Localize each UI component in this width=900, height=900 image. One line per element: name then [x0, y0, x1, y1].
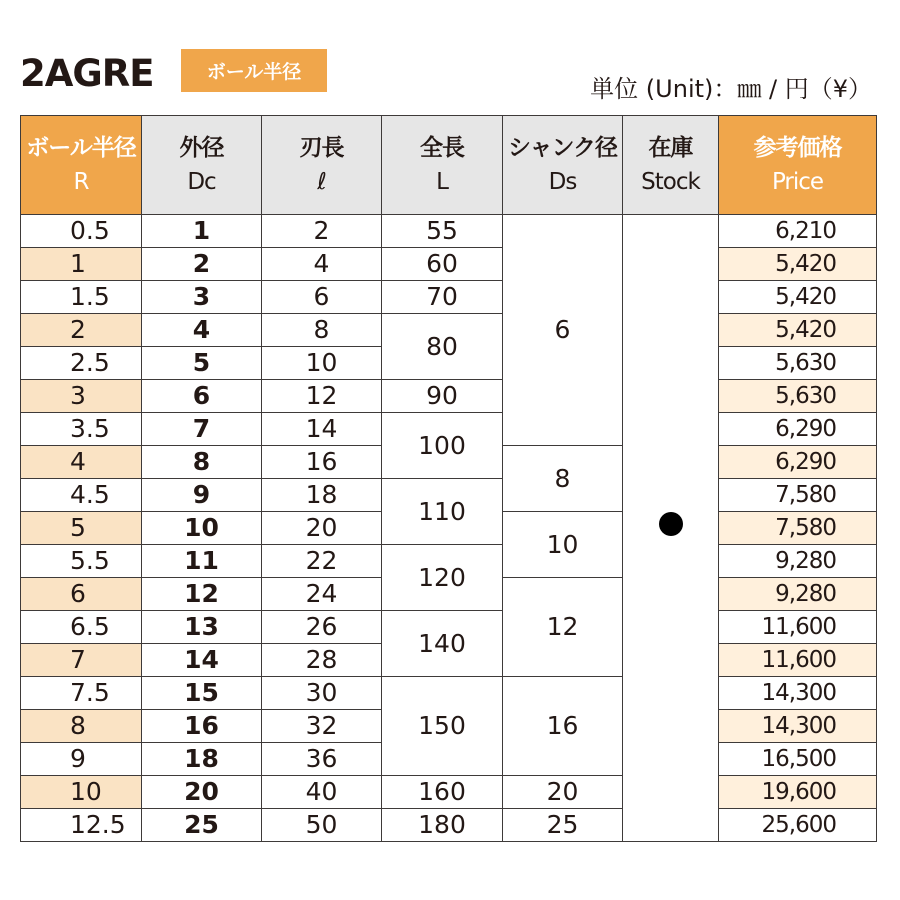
cell-price: 7,580	[719, 479, 877, 512]
cell-flute-length: 2	[262, 215, 382, 248]
table-row	[21, 380, 877, 413]
cell-radius: 4.5	[21, 479, 142, 512]
cell-overall-length: 160	[382, 776, 503, 809]
cell-diameter: 16	[142, 710, 262, 743]
cell-radius: 2	[21, 314, 142, 347]
table-row	[21, 248, 877, 281]
cell-radius: 3	[21, 380, 142, 413]
table-row	[21, 479, 877, 512]
cell-price: 6,290	[719, 446, 877, 479]
cell-radius: 7.5	[21, 677, 142, 710]
cell-radius: 12.5	[21, 809, 142, 842]
cell-diameter: 13	[142, 611, 262, 644]
cell-radius: 3.5	[21, 413, 142, 446]
cell-overall-length: 90	[382, 380, 503, 413]
cell-shank: 16	[503, 677, 623, 776]
cell-flute-length: 40	[262, 776, 382, 809]
cell-overall-length: 100	[382, 413, 503, 479]
cell-flute-length: 26	[262, 611, 382, 644]
cell-price: 6,290	[719, 413, 877, 446]
header-shank-diameter: シャンク径 Ds	[503, 116, 623, 215]
cell-radius: 10	[21, 776, 142, 809]
cell-shank: 20	[503, 776, 623, 809]
spec-table	[20, 115, 877, 842]
cell-price: 11,600	[719, 644, 877, 677]
cell-radius: 6.5	[21, 611, 142, 644]
cell-diameter: 3	[142, 281, 262, 314]
table-row	[21, 677, 877, 710]
cell-diameter: 5	[142, 347, 262, 380]
table-row	[21, 809, 877, 842]
cell-price: 19,600	[719, 776, 877, 809]
cell-flute-length: 30	[262, 677, 382, 710]
cell-price: 5,630	[719, 347, 877, 380]
cell-overall-length: 140	[382, 611, 503, 677]
cell-overall-length: 70	[382, 281, 503, 314]
cell-price: 9,280	[719, 545, 877, 578]
cell-overall-length: 55	[382, 215, 503, 248]
cell-flute-length: 32	[262, 710, 382, 743]
cell-radius: 0.5	[21, 215, 142, 248]
cell-diameter: 8	[142, 446, 262, 479]
cell-price: 5,420	[719, 248, 877, 281]
cell-price: 5,420	[719, 314, 877, 347]
cell-flute-length: 8	[262, 314, 382, 347]
product-title: 2AGRE	[20, 52, 154, 95]
cell-radius: 6	[21, 578, 142, 611]
cell-shank: 25	[503, 809, 623, 842]
cell-diameter: 14	[142, 644, 262, 677]
cell-overall-length: 150	[382, 677, 503, 776]
cell-overall-length: 80	[382, 314, 503, 380]
cell-flute-length: 36	[262, 743, 382, 776]
cell-flute-length: 10	[262, 347, 382, 380]
cell-shank: 6	[503, 215, 623, 446]
cell-flute-length: 28	[262, 644, 382, 677]
cell-overall-length: 120	[382, 545, 503, 611]
cell-stock	[623, 215, 719, 842]
cell-price: 14,300	[719, 677, 877, 710]
cell-diameter: 4	[142, 314, 262, 347]
cell-diameter: 10	[142, 512, 262, 545]
table-row	[21, 611, 877, 644]
cell-diameter: 2	[142, 248, 262, 281]
cell-price: 5,420	[719, 281, 877, 314]
cell-diameter: 18	[142, 743, 262, 776]
header-flute-length: 刃長 ℓ	[262, 116, 382, 215]
cell-radius: 5.5	[21, 545, 142, 578]
cell-radius: 7	[21, 644, 142, 677]
cell-diameter: 1	[142, 215, 262, 248]
table-row	[21, 545, 877, 578]
cell-price: 25,600	[719, 809, 877, 842]
table-row	[21, 413, 877, 446]
cell-radius: 1.5	[21, 281, 142, 314]
table-row	[21, 281, 877, 314]
cell-price: 16,500	[719, 743, 877, 776]
cell-shank: 10	[503, 512, 623, 578]
cell-overall-length: 180	[382, 809, 503, 842]
cell-flute-length: 50	[262, 809, 382, 842]
cell-flute-length: 22	[262, 545, 382, 578]
header-price: 参考価格 Price	[719, 116, 877, 215]
cell-radius: 4	[21, 446, 142, 479]
cell-flute-length: 6	[262, 281, 382, 314]
cell-flute-length: 12	[262, 380, 382, 413]
cell-flute-length: 14	[262, 413, 382, 446]
cell-shank: 8	[503, 446, 623, 512]
cell-radius: 5	[21, 512, 142, 545]
cell-flute-length: 16	[262, 446, 382, 479]
cell-price: 7,580	[719, 512, 877, 545]
cell-radius: 2.5	[21, 347, 142, 380]
cell-overall-length: 60	[382, 248, 503, 281]
cell-flute-length: 4	[262, 248, 382, 281]
header-ball-radius: ボール半径 R	[21, 116, 142, 215]
cell-price: 11,600	[719, 611, 877, 644]
cell-diameter: 25	[142, 809, 262, 842]
cell-diameter: 7	[142, 413, 262, 446]
cell-price: 6,210	[719, 215, 877, 248]
header-outer-diameter: 外径 Dc	[142, 116, 262, 215]
cell-diameter: 12	[142, 578, 262, 611]
cell-price: 9,280	[719, 578, 877, 611]
cell-diameter: 20	[142, 776, 262, 809]
cell-shank: 12	[503, 578, 623, 677]
stock-available-dot-icon	[659, 512, 683, 536]
cell-diameter: 15	[142, 677, 262, 710]
header-stock: 在庫 Stock	[623, 116, 719, 215]
cell-price: 14,300	[719, 710, 877, 743]
cell-radius: 1	[21, 248, 142, 281]
cell-overall-length: 110	[382, 479, 503, 545]
header-overall-length: 全長 L	[382, 116, 503, 215]
cell-price: 5,630	[719, 380, 877, 413]
header-row	[21, 116, 877, 215]
cell-radius: 9	[21, 743, 142, 776]
table-row	[21, 776, 877, 809]
cell-flute-length: 24	[262, 578, 382, 611]
cell-radius: 8	[21, 710, 142, 743]
unit-label: 単位 (Unit)：㎜ / 円（¥）	[590, 75, 872, 103]
cell-flute-length: 20	[262, 512, 382, 545]
category-badge: ボール半径	[181, 49, 327, 92]
cell-flute-length: 18	[262, 479, 382, 512]
table-row	[21, 314, 877, 347]
table-row	[21, 215, 877, 248]
cell-diameter: 9	[142, 479, 262, 512]
cell-diameter: 6	[142, 380, 262, 413]
cell-diameter: 11	[142, 545, 262, 578]
